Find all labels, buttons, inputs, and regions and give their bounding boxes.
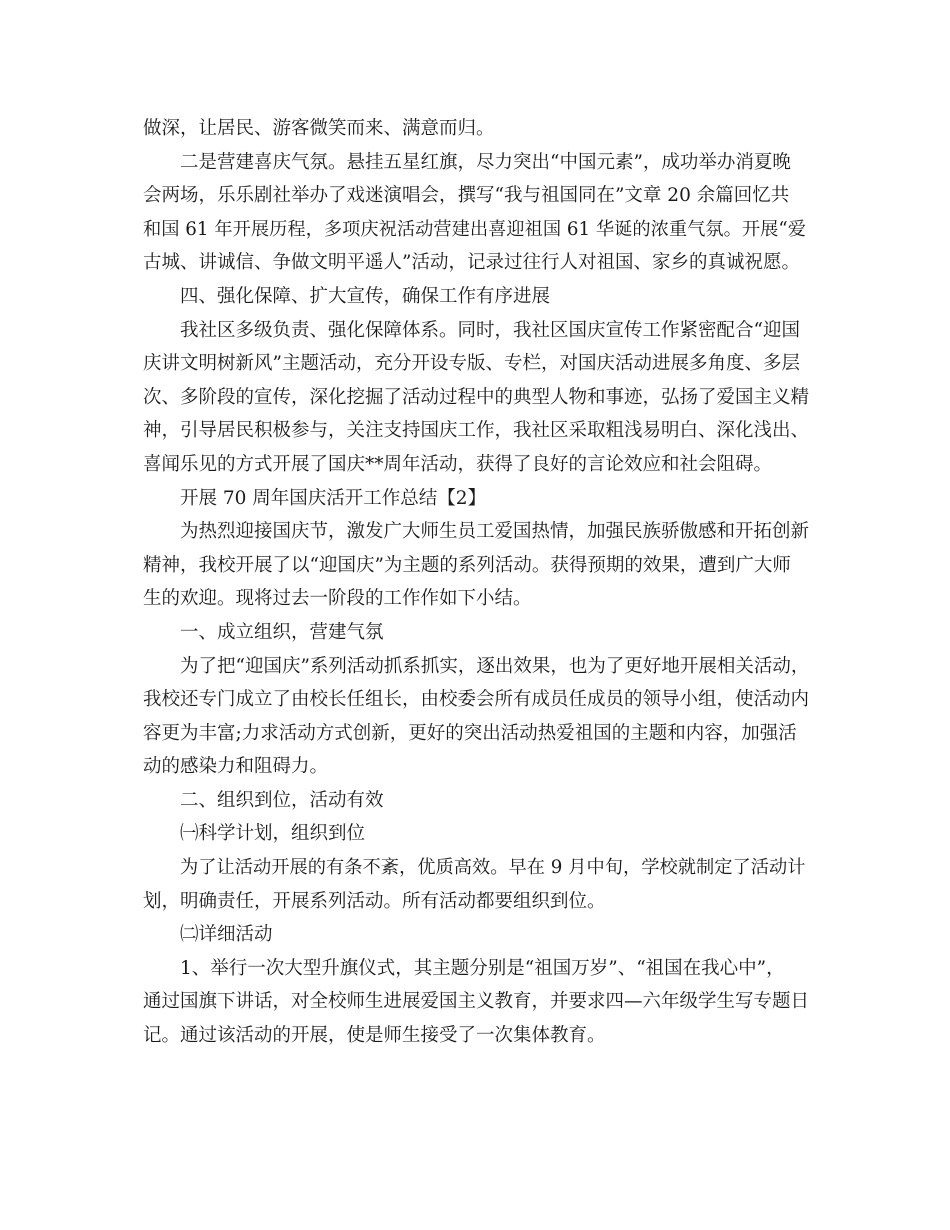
- text-line: 通过国旗下讲话，对全校师生进展爱国主义教育，并要求四—六年级学生写专题日: [143, 991, 810, 1013]
- text-line: 动的感染力和阻碍力。: [143, 756, 329, 778]
- text-line: 为了让活动开展的有条不紊，优质高效。早在 9 月中旬，学校就制定了活动计: [180, 857, 806, 879]
- text-line: 古城、讲诚信、争做文明平遥人”活动，记录过往行人对祖国、家乡的真诚祝愿。: [143, 252, 800, 274]
- text-line: 次、多阶段的宣传，深化挖掘了活动过程中的典型人物和事迹，弘扬了爱国主义精: [143, 386, 810, 408]
- text-line: 神，引导居民积极参与，关注支持国庆工作，我社区采取粗浅易明白、深化浅出、: [143, 420, 810, 442]
- text-line: 划，明确责任，开展系列活动。所有活动都要组织到位。: [143, 890, 606, 912]
- text-line: 一、成立组织，营建气氛: [180, 621, 384, 643]
- text-line: 精神，我校开展了以“迎国庆”为主题的系列活动。获得预期的效果，遭到广大师: [143, 554, 791, 576]
- text-line: 容更为丰富;力求活动方式创新，更好的突出活动热爱祖国的主题和内容，加强活: [143, 722, 797, 744]
- text-line: 生的欢迎。现将过去一阶段的工作作如下小结。: [143, 588, 532, 610]
- text-line: 记。通过该活动的开展，使是师生接受了一次集体教育。: [143, 1025, 606, 1047]
- text-line: 喜闻乐见的方式开展了国庆**周年活动，获得了良好的言论效应和社会阻碍。: [143, 453, 773, 475]
- text-line: 1、举行一次大型升旗仪式，其主题分别是“祖国万岁”、“祖国在我心中”，: [180, 957, 785, 979]
- text-line: ㈡详细活动: [180, 924, 273, 946]
- text-line: 开展 70 周年国庆活开工作总结【2】: [180, 487, 487, 509]
- text-line: 为了把“迎国庆”系列活动抓系抓实，逐出效果，也为了更好地开展相关活动，: [180, 655, 810, 677]
- text-line: ㈠科学计划，组织到位: [180, 823, 366, 845]
- text-line: 庆讲文明树新风”主题活动，充分开设专版、专栏，对国庆活动进展多角度、多层: [143, 353, 800, 375]
- text-line: 会两场，乐乐剧社举办了戏迷演唱会，撰写“我与祖国同在”文章 20 余篇回忆共: [143, 185, 790, 207]
- text-line: 二、组织到位，活动有效: [180, 789, 384, 811]
- text-line: 我社区多级负责、强化保障体系。同时，我社区国庆宣传工作紧密配合“迎国: [180, 319, 800, 341]
- text-line: 为热烈迎接国庆节，激发广大师生员工爱国热情，加强民族骄傲感和开拓创新: [180, 521, 810, 543]
- text-line: 二是营建喜庆气氛。悬挂五星红旗，尽力突出“中国元素”，成功举办消夏晚: [180, 151, 791, 173]
- text-line: 做深，让居民、游客微笑而来、满意而归。: [143, 118, 495, 139]
- document-body: [143, 112, 809, 1053]
- text-line: 我校还专门成立了由校长任组长，由校委会所有成员任成员的领导小组，使活动内: [143, 689, 810, 711]
- text-line: 四、强化保障、扩大宣传，确保工作有序进展: [180, 285, 551, 307]
- text-line: 和国 61 年开展历程，多项庆祝活动营建出喜迎祖国 61 华诞的浓重气氛。开展“爱: [143, 218, 806, 240]
